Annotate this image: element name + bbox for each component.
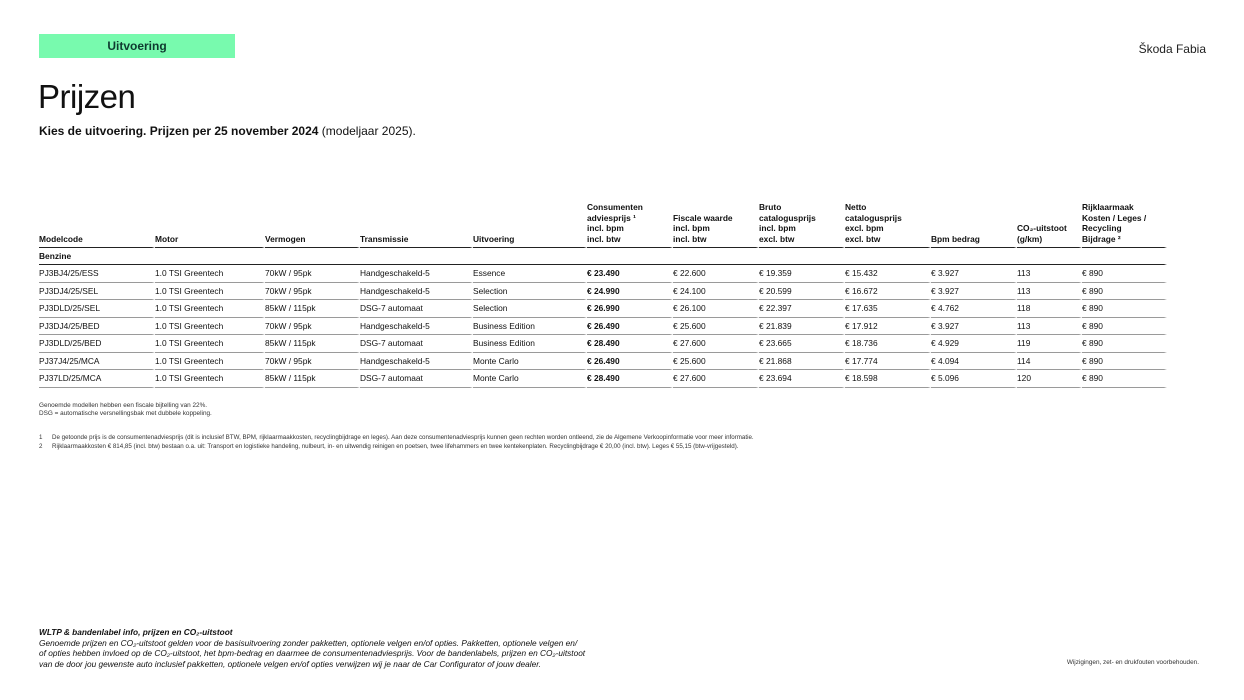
cell-transmissie: Handgeschakeld-5 (360, 283, 473, 301)
cell-fiscale-waarde: € 25.600 (673, 318, 759, 336)
cell-uitvoering: Monte Carlo (473, 370, 587, 388)
footnotes (39, 434, 754, 451)
cell-motor: 1.0 TSI Greentech (155, 353, 265, 371)
cell-motor: 1.0 TSI Greentech (155, 335, 265, 353)
cell-netto-catalogusprijs: € 18.598 (845, 370, 931, 388)
footnote-2 (39, 443, 754, 452)
note-dsg: DSG = automatische versnellingsbak met dubbele koppeling. (39, 410, 212, 418)
cell-netto-catalogusprijs: € 17.635 (845, 300, 931, 318)
cell-vermogen: 85kW / 115pk (265, 300, 360, 318)
column-header (759, 200, 845, 248)
column-header-label: Vermogen (265, 233, 306, 244)
cell-model-code: PJ3BJ4/25/ESS (39, 265, 155, 283)
column-header-label: Rijklaarmaak Kosten / Leges / Recycling Bijdrage ² (1082, 202, 1147, 244)
cell-vermogen: 85kW / 115pk (265, 335, 360, 353)
cell-consumentenadviesprijs: € 28.490 (587, 335, 673, 353)
cell-uitvoering: Selection (473, 283, 587, 301)
cell-transmissie: Handgeschakeld-5 (360, 318, 473, 336)
cell-model-code: PJ3DLD/25/BED (39, 335, 155, 353)
wltp-line: of opties hebben invloed op de CO₂-uitstoot, het bpm-bedrag en daarmee de consumentenadviesprijs. Voor de bandenlabels, prijzen en CO₂-uitstoot (39, 648, 586, 659)
column-header-label: Consumenten adviesprijs ¹ incl. bpm incl. btw (587, 202, 643, 244)
brand-name: Škoda Fabia (1138, 42, 1206, 56)
cell-co2-uitstoot: 114 (1017, 353, 1082, 371)
cell-transmissie: Handgeschakeld-5 (360, 265, 473, 283)
cell-motor: 1.0 TSI Greentech (155, 370, 265, 388)
table-header-row (39, 200, 1167, 248)
cell-co2-uitstoot: 113 (1017, 318, 1082, 336)
footnote-1 (39, 434, 754, 443)
column-header-label: Uitvoering (473, 233, 515, 244)
section-badge-label: Uitvoering (107, 39, 167, 53)
column-header (39, 200, 155, 248)
cell-model-code: PJ3DJ4/25/BED (39, 318, 155, 336)
cell-bpm-bedrag: € 4.094 (931, 353, 1017, 371)
wltp-info (39, 627, 629, 669)
cell-bpm-bedrag: € 3.927 (931, 283, 1017, 301)
column-header-label: Bpm bedrag (931, 233, 980, 244)
table-row (39, 318, 1167, 336)
cell-vermogen: 70kW / 95pk (265, 353, 360, 371)
cell-fiscale-waarde: € 24.100 (673, 283, 759, 301)
column-header-label: Modelcode (39, 233, 83, 244)
cell-consumentenadviesprijs: € 28.490 (587, 370, 673, 388)
table-row (39, 283, 1167, 301)
cell-consumentenadviesprijs: € 26.490 (587, 318, 673, 336)
price-table (39, 200, 1167, 388)
cell-bruto-catalogusprijs: € 21.868 (759, 353, 845, 371)
column-header (473, 200, 587, 248)
cell-bruto-catalogusprijs: € 23.665 (759, 335, 845, 353)
column-header (1017, 200, 1082, 248)
column-header (845, 200, 931, 248)
column-header (155, 200, 265, 248)
cell-consumentenadviesprijs: € 26.990 (587, 300, 673, 318)
column-header (360, 200, 473, 248)
cell-netto-catalogusprijs: € 17.774 (845, 353, 931, 371)
column-header (673, 200, 759, 248)
wltp-title: WLTP & bandenlabel info, prijzen en CO₂-uitstoot (39, 627, 233, 637)
cell-vermogen: 70kW / 95pk (265, 265, 360, 283)
wltp-line: Genoemde prijzen en CO₂-uitstoot gelden voor de basisuitvoering zonder pakketten, optionele velgen en/of opties. Pakketten, optionele velgen en/ (39, 637, 578, 648)
cell-transmissie: Handgeschakeld-5 (360, 353, 473, 371)
table-row (39, 370, 1167, 388)
cell-bruto-catalogusprijs: € 21.839 (759, 318, 845, 336)
table-row (39, 265, 1167, 283)
cell-bpm-bedrag: € 3.927 (931, 265, 1017, 283)
cell-model-code: PJ3DJ4/25/SEL (39, 283, 155, 301)
cell-transmissie: DSG-7 automaat (360, 370, 473, 388)
footnote-number: 2 (39, 442, 43, 450)
cell-co2-uitstoot: 120 (1017, 370, 1082, 388)
table-group-row (39, 248, 1167, 265)
cell-uitvoering: Monte Carlo (473, 353, 587, 371)
cell-co2-uitstoot: 113 (1017, 283, 1082, 301)
cell-transmissie: DSG-7 automaat (360, 300, 473, 318)
column-header (587, 200, 673, 248)
cell-consumentenadviesprijs: € 23.490 (587, 265, 673, 283)
cell-bruto-catalogusprijs: € 23.694 (759, 370, 845, 388)
cell-vermogen: 70kW / 95pk (265, 318, 360, 336)
footnote-text: Rijklaarmaakkosten € 814,85 (incl. btw) bestaan o.a. uit: Transport en logistieke handeling, nulbeurt, in- en uitwendig reinigen en poetsen, twee lifehammers en twee kentekenplaten. Recyclingbijdrage € 20,00 (incl. btw). Leges € 55,15 (btw-vrijgesteld). (52, 442, 739, 450)
table-row (39, 353, 1167, 371)
cell-bpm-bedrag: € 5.096 (931, 370, 1017, 388)
cell-model-code: PJ37LD/25/MCA (39, 370, 155, 388)
table-row (39, 300, 1167, 318)
cell-vermogen: 85kW / 115pk (265, 370, 360, 388)
cell-rijklaarmaakkosten: € 890 (1082, 370, 1167, 388)
note-bijtelling: Genoemde modellen hebben een fiscale bijtelling van 22%. (39, 402, 208, 409)
cell-bpm-bedrag: € 4.929 (931, 335, 1017, 353)
footnote-number: 1 (39, 434, 43, 441)
table-body (39, 248, 1167, 388)
cell-fiscale-waarde: € 25.600 (673, 353, 759, 371)
column-header (931, 200, 1017, 248)
cell-model-code: PJ37J4/25/MCA (39, 353, 155, 371)
cell-rijklaarmaakkosten: € 890 (1082, 353, 1167, 371)
group-label-fuel: Benzine (39, 248, 1167, 265)
column-header-label: Transmissie (360, 233, 409, 244)
page-subtitle (39, 124, 416, 138)
column-header-label: Netto catalogusprijs excl. bpm excl. btw (845, 202, 902, 244)
subtitle-rest: (modeljaar 2025). (318, 124, 416, 138)
column-header (265, 200, 360, 248)
disclaimer: Wijzigingen, zet- en drukfouten voorbehouden. (1066, 659, 1199, 666)
cell-netto-catalogusprijs: € 15.432 (845, 265, 931, 283)
cell-bpm-bedrag: € 3.927 (931, 318, 1017, 336)
table-row (39, 335, 1167, 353)
cell-fiscale-waarde: € 22.600 (673, 265, 759, 283)
cell-netto-catalogusprijs: € 18.736 (845, 335, 931, 353)
column-header (1082, 200, 1167, 248)
cell-model-code: PJ3DLD/25/SEL (39, 300, 155, 318)
cell-uitvoering: Selection (473, 300, 587, 318)
cell-uitvoering: Business Edition (473, 335, 587, 353)
subtitle-bold: Kies de uitvoering. Prijzen per 25 november 2024 (39, 124, 319, 138)
cell-consumentenadviesprijs: € 24.990 (587, 283, 673, 301)
cell-motor: 1.0 TSI Greentech (155, 283, 265, 301)
cell-co2-uitstoot: 119 (1017, 335, 1082, 353)
cell-bpm-bedrag: € 4.762 (931, 300, 1017, 318)
page-title: Prijzen (38, 78, 136, 115)
cell-bruto-catalogusprijs: € 20.599 (759, 283, 845, 301)
cell-motor: 1.0 TSI Greentech (155, 265, 265, 283)
cell-rijklaarmaakkosten: € 890 (1082, 300, 1167, 318)
cell-rijklaarmaakkosten: € 890 (1082, 318, 1167, 336)
cell-bruto-catalogusprijs: € 19.359 (759, 265, 845, 283)
column-header-label: CO₂-uitstoot (g/km) (1017, 223, 1067, 244)
cell-fiscale-waarde: € 27.600 (673, 370, 759, 388)
cell-netto-catalogusprijs: € 16.672 (845, 283, 931, 301)
footnote-text: De getoonde prijs is de consumentenadviesprijs (dit is inclusief BTW, BPM, rijklaarmaakkosten, recyclingbijdrage en leges). Aan deze consumentenadviesprijs kunnen geen rechten worden ontleend, zie de Algemene Verkoopinformatie voor meer informatie. (52, 434, 754, 441)
cell-uitvoering: Essence (473, 265, 587, 283)
column-header-label: Bruto catalogusprijs incl. bpm excl. btw (759, 202, 816, 244)
cell-netto-catalogusprijs: € 17.912 (845, 318, 931, 336)
column-header-label: Motor (155, 233, 179, 244)
cell-uitvoering: Business Edition (473, 318, 587, 336)
cell-vermogen: 70kW / 95pk (265, 283, 360, 301)
column-header-label: Fiscale waarde incl. bpm incl. btw (673, 212, 733, 244)
wltp-line: van de door jou gewenste auto inclusief pakketten, optionele velgen en/of opties verwijzen wij je naar de Car Configurator of jouw dealer. (39, 658, 541, 669)
cell-motor: 1.0 TSI Greentech (155, 300, 265, 318)
section-badge (39, 34, 235, 58)
cell-transmissie: DSG-7 automaat (360, 335, 473, 353)
cell-fiscale-waarde: € 27.600 (673, 335, 759, 353)
cell-bruto-catalogusprijs: € 22.397 (759, 300, 845, 318)
cell-motor: 1.0 TSI Greentech (155, 318, 265, 336)
cell-consumentenadviesprijs: € 26.490 (587, 353, 673, 371)
notes (39, 402, 212, 419)
cell-fiscale-waarde: € 26.100 (673, 300, 759, 318)
cell-rijklaarmaakkosten: € 890 (1082, 283, 1167, 301)
cell-rijklaarmaakkosten: € 890 (1082, 265, 1167, 283)
cell-co2-uitstoot: 118 (1017, 300, 1082, 318)
cell-co2-uitstoot: 113 (1017, 265, 1082, 283)
cell-rijklaarmaakkosten: € 890 (1082, 335, 1167, 353)
